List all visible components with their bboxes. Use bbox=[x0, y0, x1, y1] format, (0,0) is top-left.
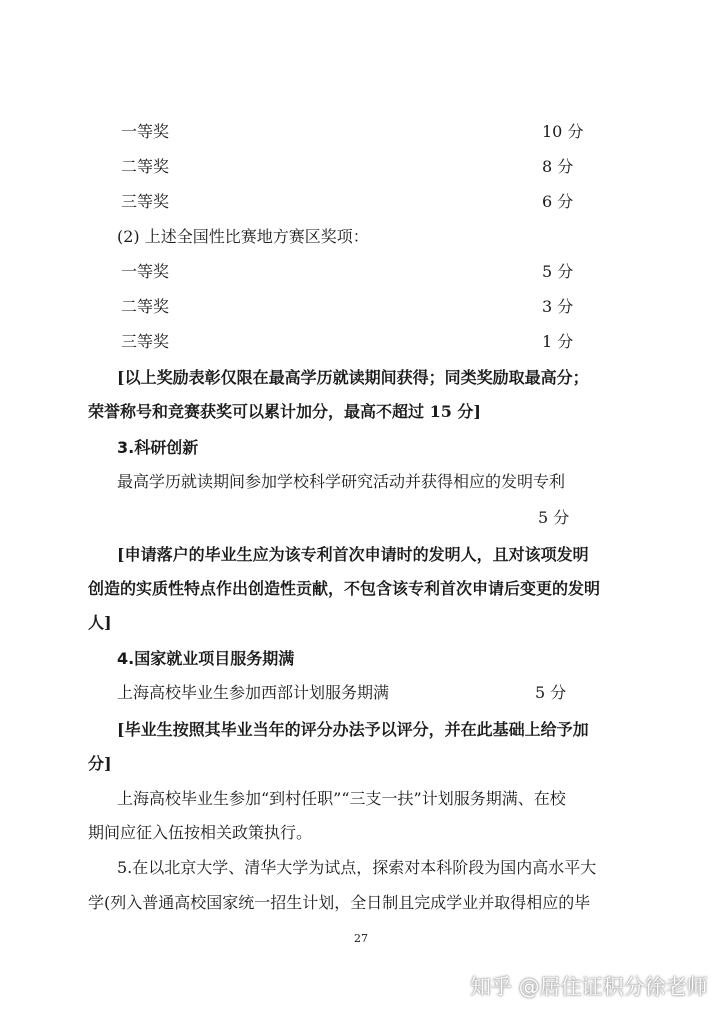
award-score: 1 分 bbox=[542, 332, 574, 351]
paragraph-line: 学(列入普通高校国家统一招生计划，全日制且完成学业并取得相应的毕 bbox=[88, 893, 591, 912]
section-text: 最高学历就读期间参加学校科学研究活动并获得相应的发明专利 bbox=[117, 472, 566, 491]
award-score: 6 分 bbox=[542, 192, 574, 211]
regional-heading: (2) 上述全国性比赛地方赛区奖项： bbox=[117, 227, 369, 246]
note-line: 创造的实质性特点作出创造性贡献，不包含该专利首次申请后变更的发明 bbox=[88, 579, 601, 598]
award-score: 5 分 bbox=[542, 262, 574, 281]
paragraph-line: 5.在以北京大学、清华大学为试点，探索对本科阶段为国内高水平大 bbox=[117, 858, 597, 877]
note-line: 荣誉称号和竞赛获奖可以累计加分，最高不超过 15 分] bbox=[88, 402, 481, 421]
paragraph-line: 上海高校毕业生参加“到村任职”“三支一扶”计划服务期满、在校 bbox=[117, 789, 566, 808]
note-line: 人] bbox=[88, 613, 112, 632]
section-score: 5 分 bbox=[538, 508, 570, 527]
page-number: 27 bbox=[354, 932, 368, 945]
note-line: [毕业生按照其毕业当年的评分办法予以评分，并在此基础上给予加 bbox=[117, 720, 589, 739]
award-label: 一等奖 bbox=[121, 262, 170, 281]
award-score: 8 分 bbox=[542, 157, 574, 176]
award-label: 三等奖 bbox=[121, 332, 170, 351]
award-score: 10 分 bbox=[542, 122, 584, 141]
section-title: 3.科研创新 bbox=[117, 438, 199, 457]
note-line: 分] bbox=[88, 754, 112, 773]
award-label: 二等奖 bbox=[121, 297, 170, 316]
section-score: 5 分 bbox=[535, 683, 567, 702]
award-label: 三等奖 bbox=[121, 192, 170, 211]
section-title: 4.国家就业项目服务期满 bbox=[117, 649, 295, 668]
paragraph-line: 期间应征入伍按相关政策执行。 bbox=[88, 823, 313, 842]
note-line: [以上奖励表彰仅限在最高学历就读期间获得；同类奖励取最高分； bbox=[117, 368, 589, 387]
award-score: 3 分 bbox=[542, 297, 574, 316]
watermark: 知乎 @居住证积分徐老师 bbox=[470, 975, 708, 999]
award-label: 二等奖 bbox=[121, 157, 170, 176]
note-line: [申请落户的毕业生应为该专利首次申请时的发明人，且对该项发明 bbox=[117, 545, 589, 564]
section-text: 上海高校毕业生参加西部计划服务期满 bbox=[117, 683, 390, 702]
award-label: 一等奖 bbox=[121, 122, 170, 141]
